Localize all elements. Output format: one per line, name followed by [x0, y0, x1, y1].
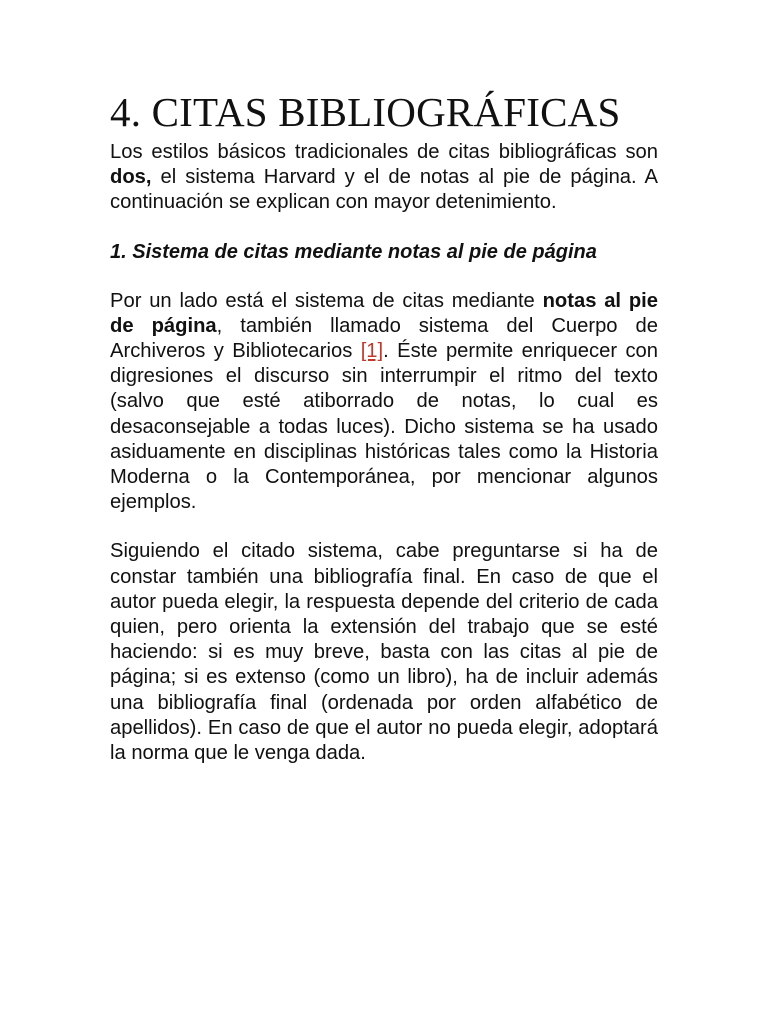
bibliography-paragraph: Siguiendo el citado sistema, cabe preguntarse si ha de constar también una bibliografía final. En caso de que el autor pueda elegir, la respuesta depende del criterio de cada quien, pero orienta la extensión del trabajo que se esté haciendo: si es muy breve, basta con las citas al pie de página; si es extenso (como un libro), ha de incluir además una bibliografía final (ordenada por orden alfabético de apellidos). En caso de que el autor no pueda elegir, adoptará la norma que le venga dada.: [110, 540, 658, 765]
footnote-system-paragraph: [110, 289, 658, 516]
document-page: [110, 88, 658, 766]
para2-text-3: . Éste permite enriquecer con digresiones el discurso sin interrumpir el ritmo del texto (salvo que esté atiborrado de notas, lo cual es desaconsejable a todas luces). Dicho sistema se ha usado asiduamente en disciplinas históricas tales como la Historia Moderna o la Contemporánea, por mencionar algunos ejemplos.: [110, 340, 658, 514]
intro-paragraph: [110, 140, 658, 216]
footnote-link[interactable]: [1]: [360, 340, 384, 363]
para2-text-2: , también llamado sistema del Cuerpo de Archiveros y Bibliotecarios: [110, 314, 658, 363]
intro-text-2: el sistema Harvard y el de notas al pie de página. A continuación se explican con mayor detenimiento.: [110, 166, 658, 214]
section-heading: 1. Sistema de citas mediante notas al pie de página: [110, 240, 597, 263]
intro-text-1: Los estilos básicos tradicionales de citas bibliográficas son: [110, 141, 658, 163]
intro-bold-text: dos,: [110, 166, 152, 189]
para2-bold-text: notas al pie de página: [110, 289, 658, 337]
page-title: 4. CITAS BIBLIOGRÁFICAS: [110, 89, 621, 135]
para2-text-1: Por un lado está el sistema de citas mediante: [110, 289, 543, 312]
